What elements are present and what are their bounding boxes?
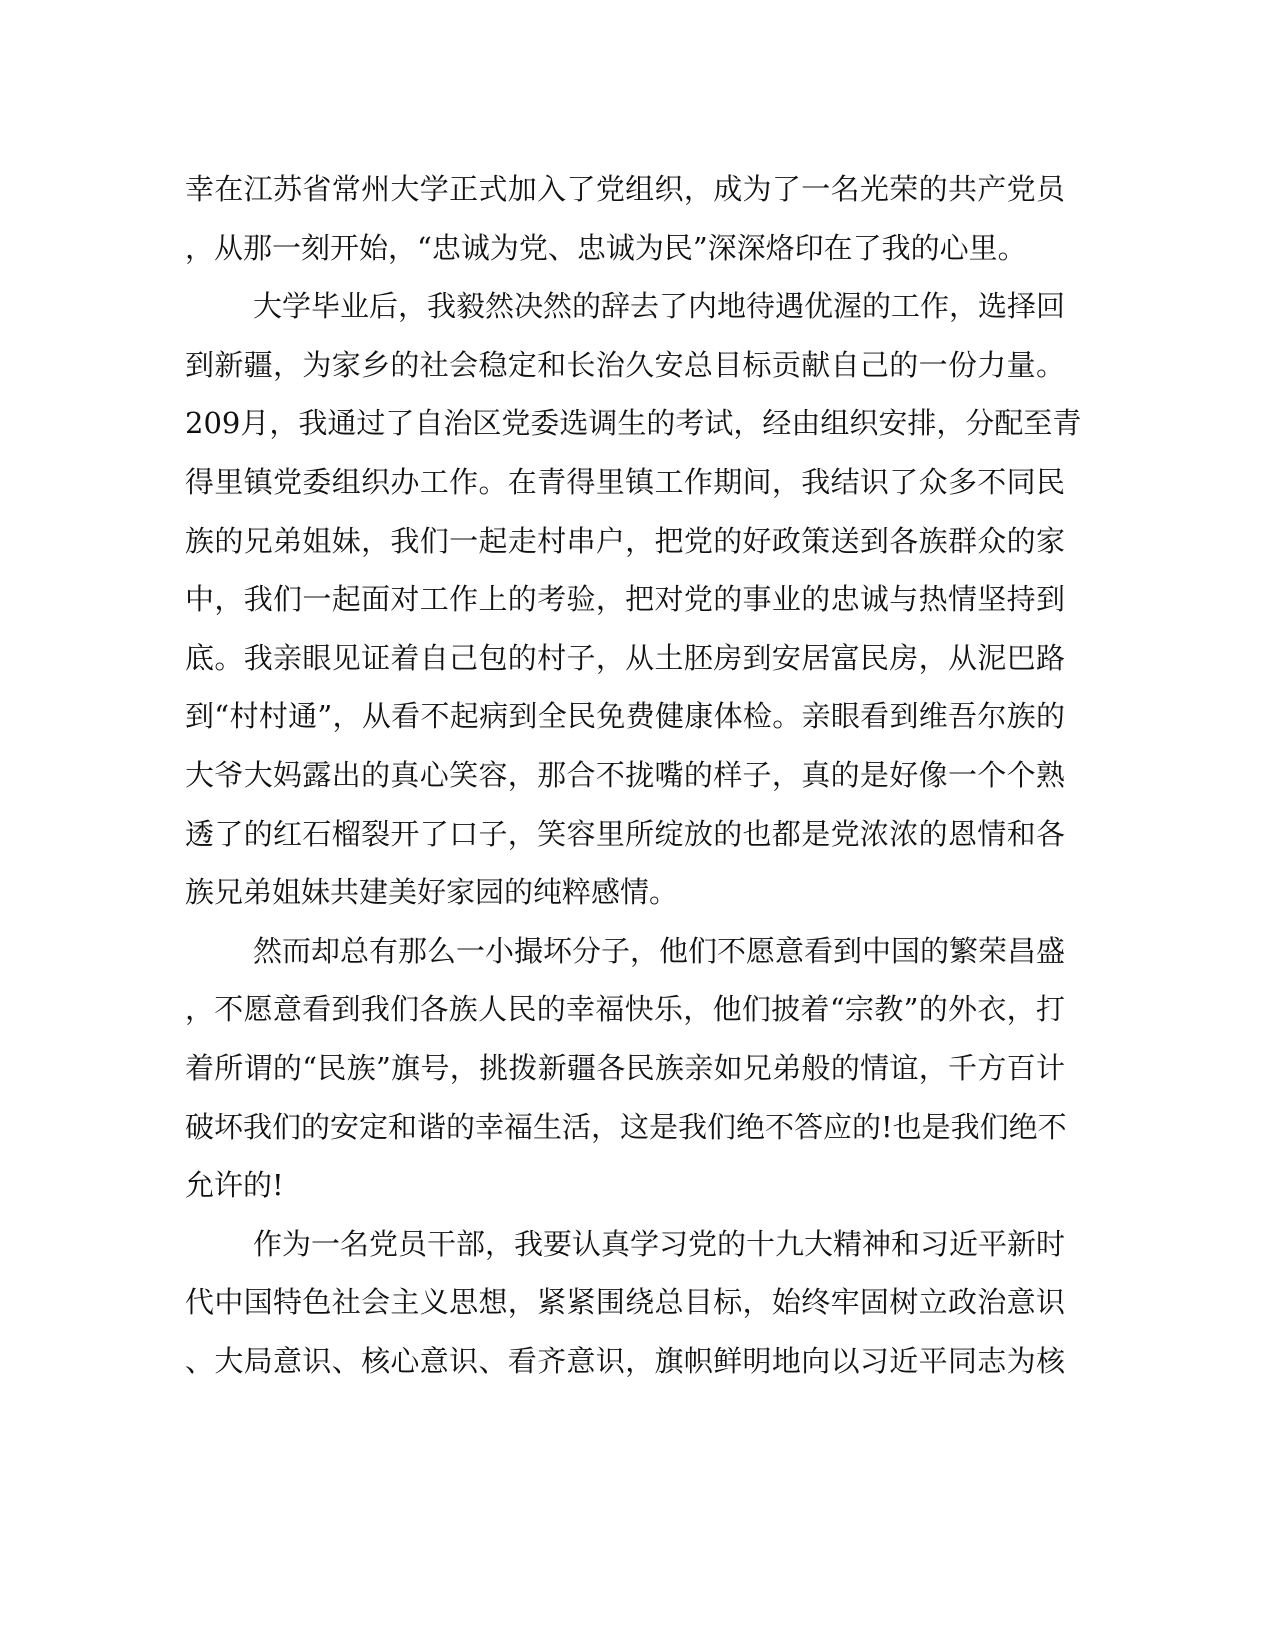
text-line: 209月，我通过了自治区党委选调生的考试，经由组织安排，分配至青	[185, 406, 1082, 441]
text-line: 到“村村通”，从看不起病到全民免费健康体检。亲眼看到维吾尔族的	[185, 699, 1065, 734]
text-line: 幸在江苏省常州大学正式加入了党组织，成为了一名光荣的共产党员	[185, 172, 1065, 206]
text-line: 族兄弟姐妹共建美好家园的纯粹感情。	[185, 875, 679, 910]
text-line: ，从那一刻开始，“忠诚为党、忠诚为民”深深烙印在了我的心里。	[185, 230, 1027, 265]
paragraph-p1	[185, 160, 1065, 277]
text-line: 族的兄弟姐妹，我们一起走村串户，把党的好政策送到各族群众的家	[185, 523, 1065, 558]
text-line: 透了的红石榴裂开了口子，笑容里所绽放的也都是党浓浓的恩情和各	[185, 816, 1065, 851]
text-line: 中，我们一起面对工作上的考验，把对党的事业的忠诚与热情坚持到	[185, 582, 1065, 617]
text-line: 大学毕业后，我毅然决然的辞去了内地待遇优渥的工作，选择回	[253, 289, 1066, 324]
text-line: 代中国特色社会主义思想，紧紧围绕总目标，始终牢固树立政治意识	[185, 1285, 1065, 1320]
text-line: ，不愿意看到我们各族人民的幸福快乐，他们披着“宗教”的外衣，打	[185, 992, 1065, 1027]
body-text	[185, 160, 1082, 1390]
text-line: 作为一名党员干部，我要认真学习党的十九大精神和习近平新时	[253, 1226, 1066, 1261]
text-line: 到新疆，为家乡的社会稳定和长治久安总目标贡献自己的一份力量。	[185, 347, 1065, 382]
text-line: 底。我亲眼见证着自己包的村子，从土胚房到安居富民房，从泥巴路	[185, 640, 1065, 675]
text-line: 然而却总有那么一小撮坏分子，他们不愿意看到中国的繁荣昌盛	[253, 933, 1066, 968]
text-line: 大爷大妈露出的真心笑容，那合不拢嘴的样子，真的是好像一个个熟	[185, 757, 1065, 792]
paragraph-p3	[185, 922, 1065, 1215]
text-line: 着所谓的“民族”旗号，挑拨新疆各民族亲如兄弟般的情谊，千方百计	[185, 1050, 1065, 1085]
text-line: 、大局意识、核心意识、看齐意识，旗帜鲜明地向以习近平同志为核	[185, 1343, 1065, 1378]
paragraph-p4	[185, 1215, 1065, 1391]
text-line: 破坏我们的安定和谐的幸福生活，这是我们绝不答应的!也是我们绝不	[185, 1109, 1067, 1144]
text-line: 允许的!	[185, 1168, 284, 1203]
paragraph-p2	[185, 277, 1082, 922]
text-line: 得里镇党委组织办工作。在青得里镇工作期间，我结识了众多不同民	[185, 464, 1065, 499]
